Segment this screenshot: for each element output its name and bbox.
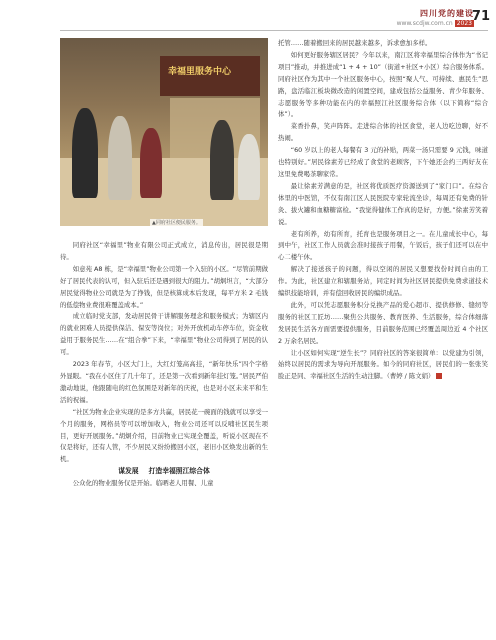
site-url: www.scdjw.com.cn [396, 20, 453, 27]
person-figure [108, 116, 132, 200]
body-paragraph: 成立临时党支部，发动居民骨干讲解服务理念和服务模式；为辖区内的就业困难人员提供保洁、保安等岗位；对外开放机动车停车位，资金收益用于服务民生……在“组合拳”下来，“幸福里”物业公司得到了居民的认可。 [60, 312, 268, 357]
body-paragraph: 解决了接送孩子的问题，得以空闲的居民又想要找份时间自由的工作。为此，社区建立和辖服务站，同定时间为社区居民提供免费求道技术编织技能培训，并有偿回收居民的编织成品。 [278, 265, 488, 298]
service-center-sign: 幸福里服务中心 [168, 67, 232, 77]
right-column [278, 38, 488, 383]
body-paragraph: 菜香扑鼻，笑声阵阵。走进综合体的社区食堂，老人边吃边聊，好不热闹。 [278, 122, 488, 143]
body-paragraph: 此外，可以凭志愿服务积分兑换产品的爱心超市、提供修修、缝纫等服务的社区工匠坊……聚焦公共服务、教育医养、生活服务，综合体细落发居民生活各方面需要提供服务，目前服务范围已经覆盖周边近 4 个社区 2 万余名居民。 [278, 300, 488, 345]
body-paragraph [278, 348, 488, 384]
left-column [60, 240, 268, 490]
end-mark-icon [436, 373, 442, 379]
body-paragraph: 托管……随着搬回来的居民越来越多，诉求愈加多样。 [278, 39, 432, 47]
body-paragraph: 如何更好服务辖区居民？今年以来，南江区将幸福里综合体作为“书记项目”推动，并推进成“1 + 4 + 10”（街道+社区+小区）综合服务体系。同府社区作为其中一个社区服务中心，按照“聚人气、可持续、惠民生”思路，盘活临江板块微改造的闲置空间，建成包括公益服务、青少年服务、志愿服务等多种功能在内的幸福照江社区服务综合体（以下简称“综合体”）。 [278, 50, 488, 119]
person-figure [210, 120, 234, 200]
photo-caption: ▲同府社区便民服务。 [152, 220, 201, 226]
body-paragraph: “社区为物业企业实现的是多方共赢，居民花一碗面的钱就可以享受一个月的服务，网格员等可以增加收入，物业公司还可以反哺社区民生项目，更好开展服务。”胡炯介绍，目前物业已实现全覆盖，听说小区现在不仅是将好，还有人管，不少居民又纷纷搬回小区，老旧小区焕发出新的生机。 [60, 407, 268, 464]
page-header [397, 8, 474, 27]
body-paragraph: 如意苑 A8 栋，是“幸福里”物业公司第一个入驻的小区。“尽管前期做好了居民代表的认可，但入驻后还是遇到很大的阻力。”胡炯坦言，“大部分居民觉得物业公司就是为了挣钱，但是核算成本后发现，每平方米 2 毛钱的低偿物业费很难覆盖成本。” [60, 264, 268, 309]
person-figure [238, 134, 260, 200]
year-badge: 2023 [456, 20, 472, 27]
page-number: 71 [471, 9, 490, 24]
body-paragraph: 老有所养，幼有所育，托育也是服务项目之一。在儿童成长中心，每到中午，社区工作人员就会准时接孩子用餐，午饭后，孩子们还可以在中心二楼午休。 [278, 229, 488, 262]
closing-text: 让小区如何实现“逆生长”？同府社区的答案很简单：以党建为引领，始终以居民的需求为导向开展服务。如今的同府社区，居民们的一张张笑脸正是同、幸福社区生活的生动注脚。（曹婷 / 陈文娟） [278, 348, 488, 381]
subheading-tag: 谋发展 [118, 467, 139, 476]
body-paragraph: 2023 年春节，小区大门上，大红灯笼高高挂，“新年快乐”四个字格外显眼。“我在小区住了几十年了，还是第一次看到新年挂灯笼。”居民严伯激动地说，他跟随电的红色氛围是对新年的庆祝，也是对小区未来平和生活的祝福。 [60, 360, 268, 404]
article-photo [60, 38, 268, 226]
header-divider [60, 30, 488, 31]
subheading-text: 打造幸福照江综合体 [148, 467, 210, 476]
person-figure [72, 108, 98, 198]
magazine-title: 四川党的建设 [420, 9, 474, 18]
body-paragraph: 最让徐素芳满意的是，社区将优质医疗资源送到了“家门口”。在综合体里的中医馆，不仅有南江区人民医院专家轮流坐诊，每周还有免费的针灸、拔火罐和血糖糖富检。“我觉得健体工作真的是好，方便。”徐素芳笑着说。 [278, 181, 488, 226]
body-paragraph: 同府社区“幸福里”物业有限公司正式成立，消息传出，居民很是期待。 [60, 241, 268, 261]
body-paragraph: “60 岁以上的老人每餐有 3 元的补贴，两菜一汤只需要 9 元钱，味道也特别好。”居民徐素芳已经成了食堂的老顾客，下午她还会约三两好友在这里免费喝茶聊家常。 [278, 146, 488, 178]
section-subheading [60, 466, 268, 478]
magazine-site [397, 20, 474, 27]
person-figure [140, 128, 162, 198]
body-paragraph: 公众化的物业服务仅是开始。临晒老人用餐、儿童 [72, 479, 214, 488]
